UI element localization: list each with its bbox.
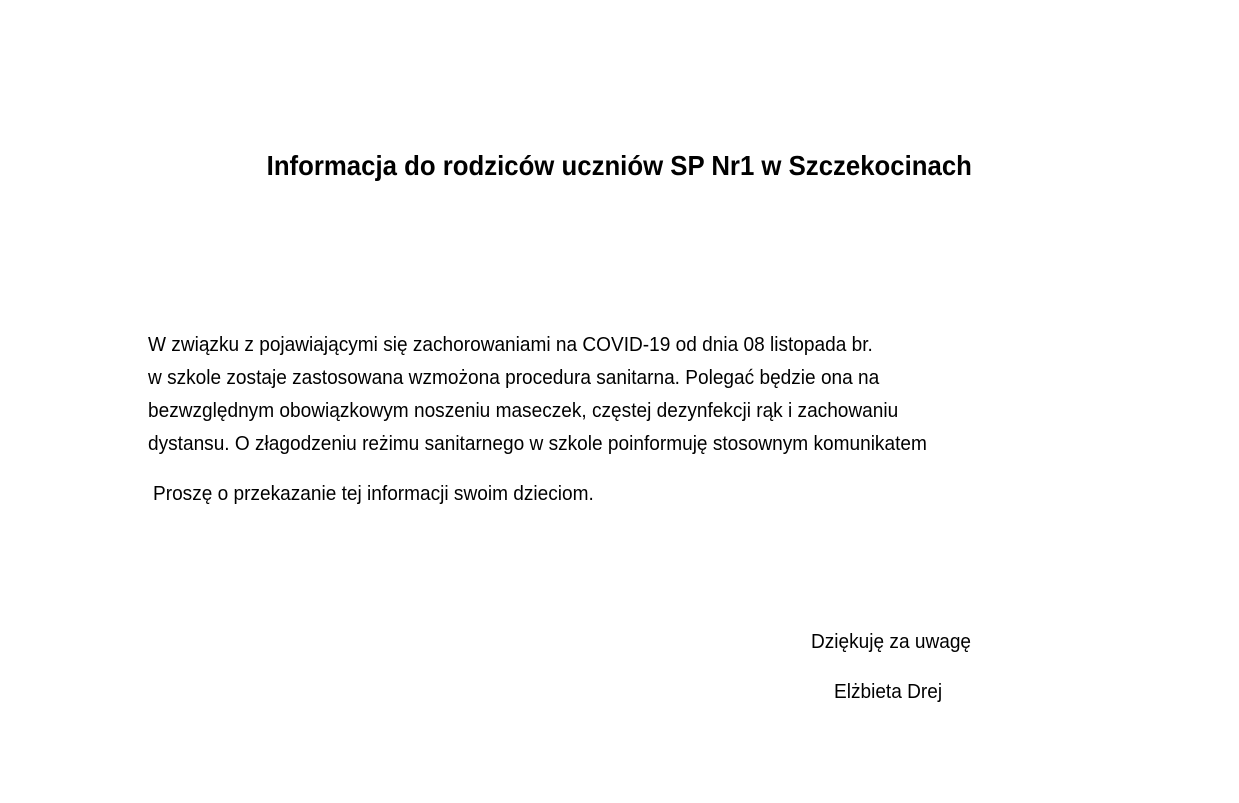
body-line-4: dystansu. O złagodzeniu reżimu sanitarnego w szkole poinformuję stosownym komunikatem xyxy=(148,432,927,455)
signature-name: Elżbieta Drej xyxy=(834,680,943,703)
body-line-1: W związku z pojawiającymi się zachorowaniami na COVID-19 od dnia 08 listopada br. xyxy=(148,333,873,356)
closing-thanks: Dziękuję za uwagę xyxy=(811,630,972,653)
body-line-2: w szkole zostaje zastosowana wzmożona procedura sanitarna. Polegać będzie ona na xyxy=(148,366,880,389)
body-line-3: bezwzględnym obowiązkowym noszeniu maseczek, częstej dezynfekcji rąk i zachowaniu xyxy=(148,399,899,422)
request-paragraph: Proszę o przekazanie tej informacji swoim dzieciom. xyxy=(153,482,594,505)
document-title: Informacja do rodziców uczniów SP Nr1 w Szczekocinach xyxy=(266,150,973,181)
